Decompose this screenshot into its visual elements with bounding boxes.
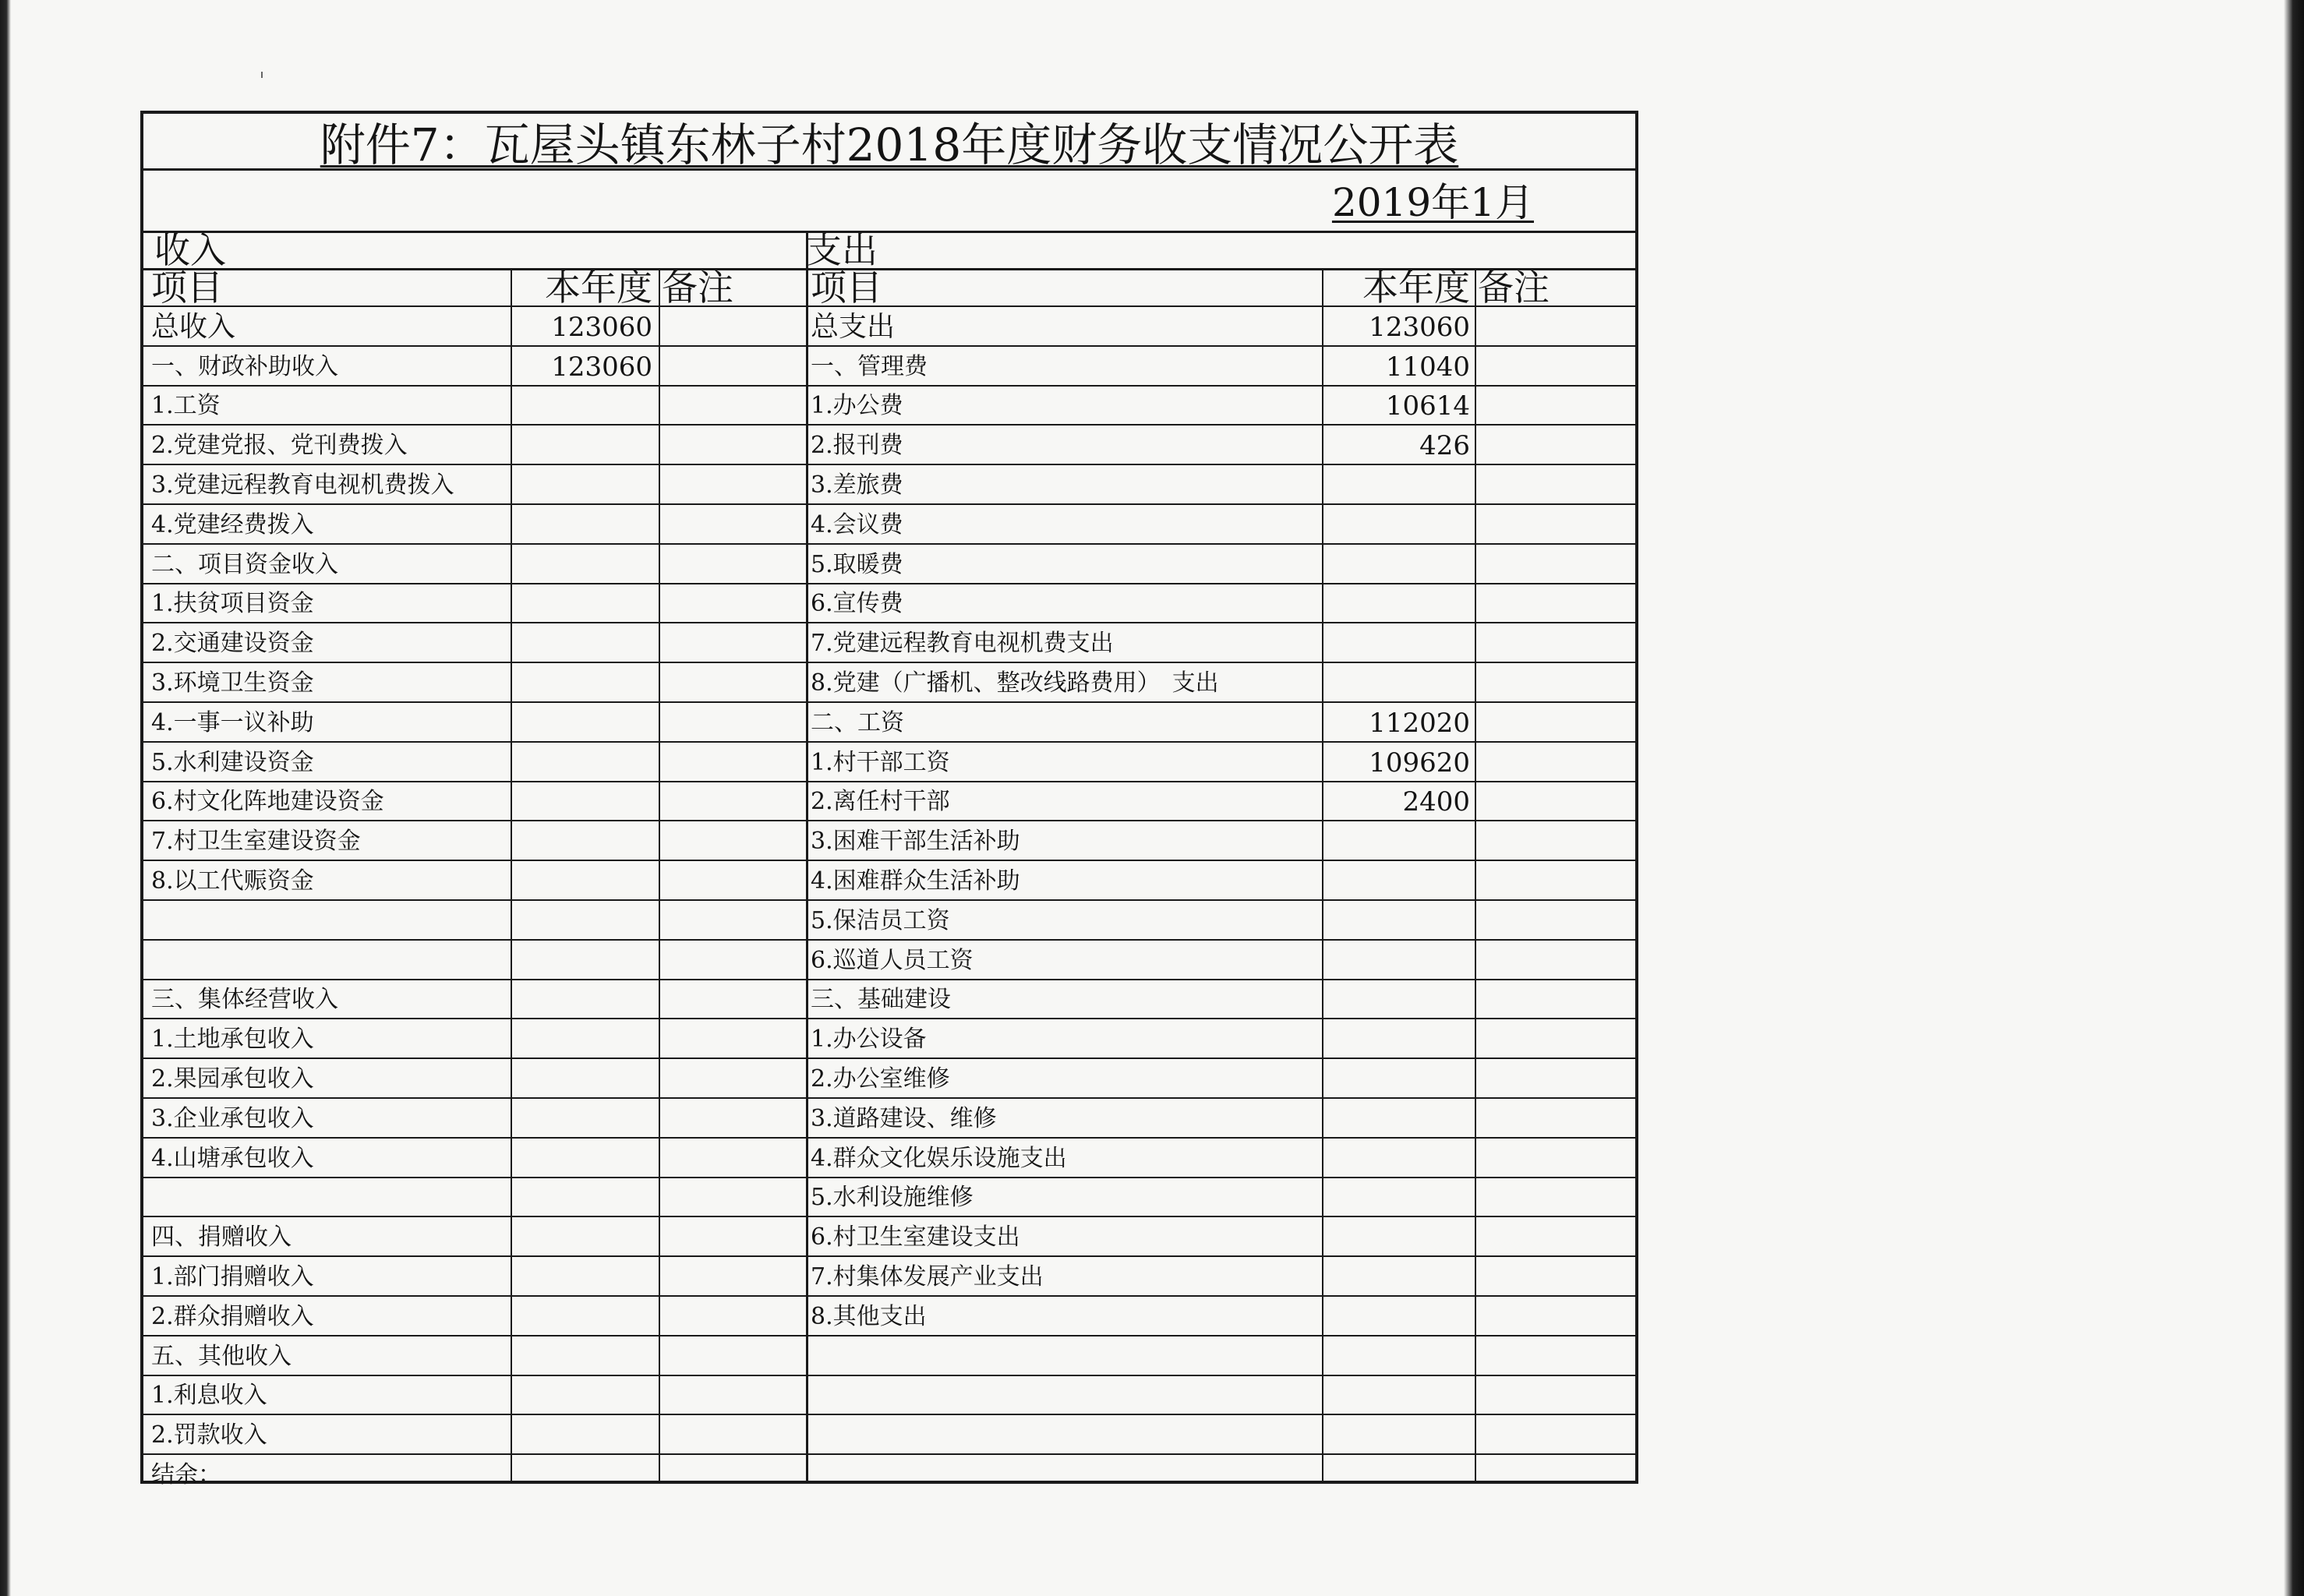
expense-note [1478,1258,1634,1297]
income-amount [514,624,659,663]
income-item: 3.企业承包收入 [151,1104,314,1132]
table-row [143,1020,1635,1059]
income-note [662,466,806,505]
income-amount [514,387,659,425]
expense-note [1478,1456,1634,1495]
table-row [143,1337,1635,1376]
expense-item [811,1416,1325,1455]
table-row [143,1100,1635,1139]
income-note [662,704,806,743]
table-body [143,268,1635,1488]
expense-amount [1325,1060,1476,1099]
income-note: 备注 [662,268,733,307]
income-amount: 123060 [551,351,652,383]
income-item: 1.土地承包收入 [151,1026,314,1054]
income-amount [514,743,659,782]
expense-item: 6.巡道人员工资 [811,946,974,974]
income-amount [514,1456,659,1495]
income-item: 2.罚款收入 [151,1421,267,1449]
expense-amount [1325,1416,1476,1455]
income-note [662,902,806,941]
income-item: 五、其他收入 [151,1342,292,1370]
expense-amount [1325,862,1476,901]
table-row [143,902,1635,941]
table-row [143,704,1635,743]
expense-item: 6.宣传费 [811,590,903,618]
expense-item: 总支出 [811,310,896,343]
income-amount [514,1298,659,1336]
income-item: 4.一事一议补助 [151,708,314,736]
table-row [143,546,1635,584]
income-note [662,546,806,584]
income-note [662,426,806,465]
expense-item: 4.会议费 [811,510,903,538]
expense-section-title: 支出 [806,229,878,271]
expense-item: 2.离任村干部 [811,788,950,816]
expense-item [811,1456,1325,1495]
expense-note [1478,1178,1634,1217]
table-row [143,1416,1635,1455]
document-title: 附件7：瓦屋头镇东林子村2018年度财务收支情况公开表 [320,118,1459,171]
income-amount [514,980,659,1019]
expense-note [1478,1139,1634,1178]
expense-note [1478,1060,1634,1099]
table-row [143,466,1635,505]
expense-amount: 本年度 [1362,268,1470,307]
expense-amount [1325,624,1476,663]
income-amount [514,1020,659,1059]
expense-note [1478,1020,1634,1059]
income-item: 一、财政补助收入 [151,352,338,380]
expense-note [1478,1100,1634,1139]
expense-amount [1325,980,1476,1019]
income-note [662,1060,806,1099]
income-item [151,941,514,980]
income-item: 4.山塘承包收入 [151,1144,314,1172]
expense-item: 7.村集体发展产业支出 [811,1263,1044,1291]
income-amount [514,1337,659,1376]
income-amount [514,1139,659,1178]
expense-note [1478,506,1634,545]
income-note [662,664,806,703]
expense-item: 8.党建（广播机、整改线路费用） 支出 [811,669,1219,697]
income-amount [514,506,659,545]
expense-amount [1325,822,1476,861]
expense-note [1478,1218,1634,1257]
income-item: 2.交通建设资金 [151,630,314,658]
income-note [662,1337,806,1376]
income-item [151,1178,514,1217]
income-item: 三、集体经营收入 [151,986,338,1014]
expense-amount [1325,1218,1476,1257]
income-amount [514,1100,659,1139]
expense-item [811,1376,1325,1415]
income-note [662,782,806,821]
table-row [143,1258,1635,1297]
income-note [662,862,806,901]
table-row [143,1218,1635,1257]
expense-amount [1325,1178,1476,1217]
expense-note [1478,387,1634,425]
income-amount [514,546,659,584]
income-amount [514,782,659,821]
expense-amount: 109620 [1369,747,1470,779]
table-row [143,1456,1635,1495]
income-section-title: 收入 [154,229,226,271]
expense-amount: 10614 [1385,390,1470,422]
income-amount [514,664,659,703]
expense-note: 备注 [1478,268,1550,307]
income-item: 6.村文化阵地建设资金 [151,788,384,816]
income-note [662,1456,806,1495]
expense-item: 5.水利设施维修 [811,1184,974,1212]
expense-item: 6.村卫生室建设支出 [811,1223,1020,1252]
scan-mark [261,72,263,78]
income-amount [514,1178,659,1217]
income-note [662,1416,806,1455]
income-item: 1.部门捐赠收入 [151,1263,314,1291]
expense-amount [1325,1456,1476,1495]
income-note [662,941,806,980]
income-item: 5.水利建设资金 [151,748,314,776]
expense-note [1478,704,1634,743]
income-note [662,1020,806,1059]
table-row [143,584,1635,623]
expense-item: 1.村干部工资 [811,748,950,776]
income-note [662,1178,806,1217]
table-row [143,1060,1635,1099]
income-note [662,348,806,387]
expense-note [1478,902,1634,941]
income-note [662,624,806,663]
expense-amount: 123060 [1369,311,1470,343]
expense-note [1478,941,1634,980]
income-note [662,1376,806,1415]
income-note [662,980,806,1019]
expense-item: 二、工资 [811,708,904,736]
income-amount [514,466,659,505]
expense-amount: 2400 [1402,786,1470,818]
income-item: 2.群众捐赠收入 [151,1302,314,1330]
expense-amount [1325,1298,1476,1336]
expense-note [1478,980,1634,1019]
income-note [662,1218,806,1257]
income-amount: 123060 [551,311,652,343]
expense-note [1478,782,1634,821]
income-amount: 本年度 [545,268,652,307]
income-amount [514,584,659,623]
income-note [662,506,806,545]
table-row [143,941,1635,980]
expense-note [1478,426,1634,465]
expense-note [1478,1298,1634,1336]
table-row [143,862,1635,901]
document-date: 2019年1月 [1331,180,1534,225]
income-item: 结余： [151,1461,221,1488]
date-row [143,168,1635,233]
income-amount [514,704,659,743]
expense-note [1478,1337,1634,1376]
title-row [143,114,1635,171]
income-item: 总收入 [151,310,236,343]
income-amount [514,1060,659,1099]
expense-amount [1325,1100,1476,1139]
income-note [662,1298,806,1336]
income-note [662,1139,806,1178]
income-note [662,387,806,425]
expense-note [1478,743,1634,782]
expense-item: 3.困难干部生活补助 [811,828,1020,856]
expense-amount: 112020 [1369,707,1470,739]
income-item [151,902,514,941]
income-item: 3.党建远程教育电视机费拨入 [151,471,454,499]
expense-note [1478,1416,1634,1455]
expense-item: 5.保洁员工资 [811,906,950,934]
income-item: 1.利息收入 [151,1382,267,1410]
income-item: 2.党建党报、党刊费拨入 [151,432,408,460]
table-row [143,980,1635,1019]
section-header-row [143,231,1635,270]
finance-disclosure-table [140,111,1638,1488]
income-amount [514,902,659,941]
expense-amount [1325,506,1476,545]
expense-note [1478,466,1634,505]
table-row [143,1376,1635,1415]
table-row [143,1139,1635,1178]
expense-item: 项目 [811,268,882,307]
income-item: 二、项目资金收入 [151,550,338,578]
income-item: 项目 [151,268,223,307]
expense-note [1478,308,1634,347]
expense-item: 1.办公费 [811,392,903,420]
expense-note [1478,348,1634,387]
table-row [143,782,1635,821]
table-row [143,308,1635,347]
expense-note [1478,584,1634,623]
income-item: 2.果园承包收入 [151,1065,314,1093]
expense-amount [1325,1139,1476,1178]
income-amount [514,1376,659,1415]
table-row [143,664,1635,703]
income-amount [514,1416,659,1455]
table-header-row [143,268,1635,307]
income-note [662,1258,806,1297]
expense-note [1478,822,1634,861]
income-amount [514,1258,659,1297]
expense-amount [1325,902,1476,941]
table-row [143,387,1635,425]
expense-item: 8.其他支出 [811,1302,927,1330]
expense-item: 4.困难群众生活补助 [811,867,1020,895]
expense-item: 7.党建远程教育电视机费支出 [811,630,1114,658]
income-item: 3.环境卫生资金 [151,669,314,697]
expense-item: 2.报刊费 [811,432,903,460]
expense-amount [1325,1020,1476,1059]
expense-item [811,1337,1325,1376]
expense-item: 2.办公室维修 [811,1065,950,1093]
expense-note [1478,664,1634,703]
expense-amount: 11040 [1385,351,1470,383]
income-item: 7.村卫生室建设资金 [151,828,361,856]
income-item: 1.工资 [151,392,221,420]
expense-amount [1325,664,1476,703]
income-amount [514,862,659,901]
scan-edge-right [2284,0,2304,1596]
expense-item: 5.取暖费 [811,550,903,578]
expense-note [1478,862,1634,901]
expense-amount [1325,466,1476,505]
expense-amount [1325,1337,1476,1376]
table-row [143,1178,1635,1217]
expense-item: 一、管理费 [811,352,928,380]
expense-item: 三、基础建设 [811,986,951,1014]
scan-edge-left [0,0,11,1596]
table-row [143,506,1635,545]
expense-amount [1325,584,1476,623]
income-amount [514,822,659,861]
expense-item: 3.差旅费 [811,471,903,499]
expense-amount [1325,1258,1476,1297]
expense-note [1478,624,1634,663]
income-note [662,584,806,623]
expense-amount [1325,546,1476,584]
expense-note [1478,1376,1634,1415]
table-row [143,822,1635,861]
income-note [662,308,806,347]
table-row [143,1298,1635,1336]
expense-item: 3.道路建设、维修 [811,1104,997,1132]
table-row [143,348,1635,387]
table-row [143,426,1635,465]
income-note [662,743,806,782]
income-note [662,822,806,861]
table-row [143,624,1635,663]
income-amount [514,426,659,465]
income-note [662,1100,806,1139]
income-item: 四、捐赠收入 [151,1223,292,1252]
expense-amount [1325,941,1476,980]
expense-amount: 426 [1419,430,1470,462]
expense-amount [1325,1376,1476,1415]
income-item: 8.以工代赈资金 [151,867,314,895]
income-amount [514,1218,659,1257]
expense-item: 4.群众文化娱乐设施支出 [811,1144,1067,1172]
expense-item: 1.办公设备 [811,1026,927,1054]
income-amount [514,941,659,980]
table-row [143,743,1635,782]
income-item: 4.党建经费拨入 [151,510,314,538]
income-item: 1.扶贫项目资金 [151,590,314,618]
expense-note [1478,546,1634,584]
